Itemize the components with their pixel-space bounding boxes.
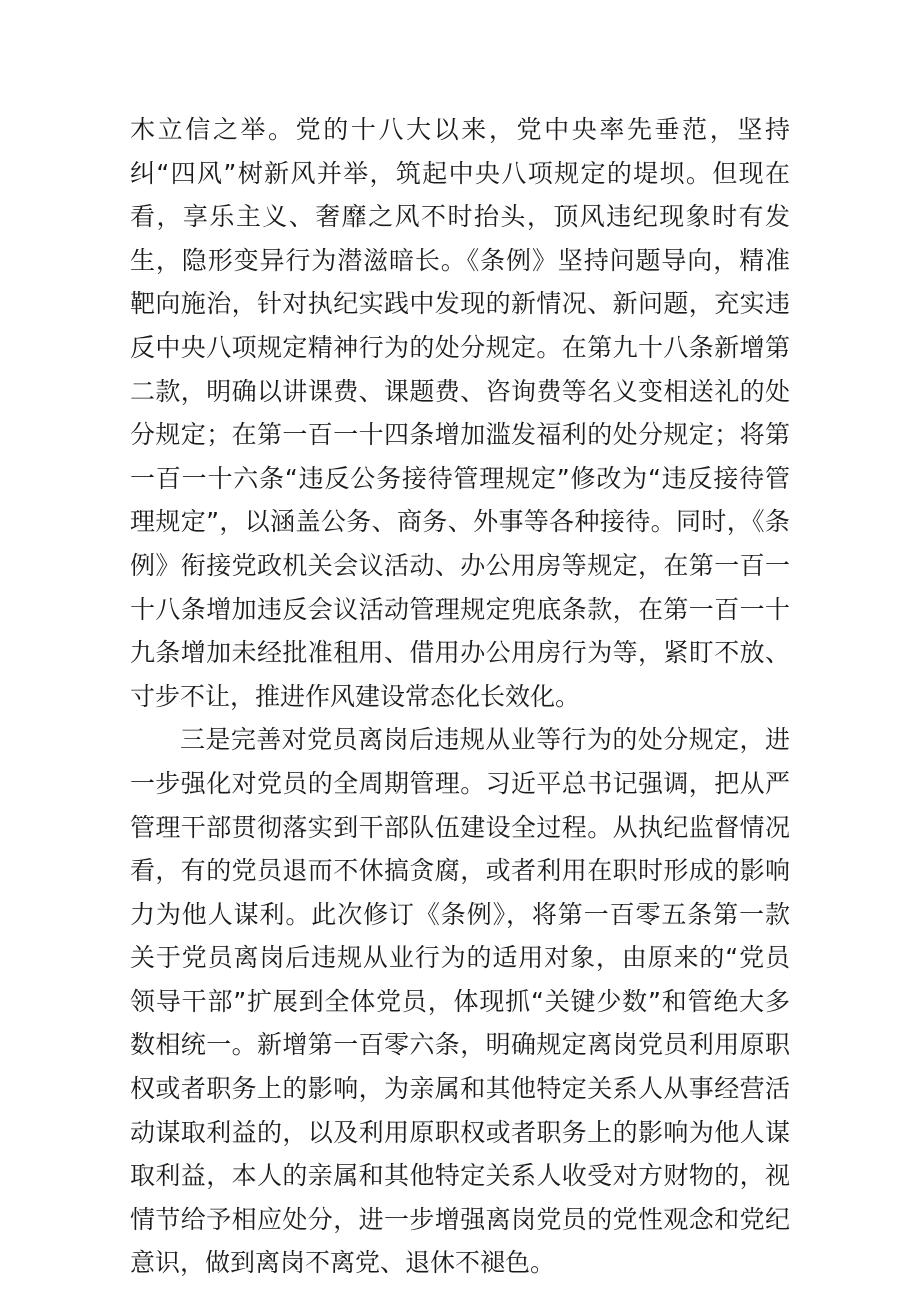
paragraph-2: 三是完善对党员离岗后违规从业等行为的处分规定，进一步强化对党员的全周期管理。习近平总书记强调，把从严管理干部贯彻落实到干部队伍建设全过程。从执纪监督情况看，有的党员退而不休搞贪腐，或者利用在职时形成的影响力为他人谋利。此次修订《条例》，将第一百零五条第一款关于党员离岗后违规从业行为的适用对象，由原来的“党员领导干部”扩展到全体党员，体现抓“关键少数”和管绝大多数相统一。新增第一百零六条，明确规定离岗党员利用原职权或者职务上的影响，为亲属和其他特定关系人从事经营活动谋取利益的，以及利用原职权或者职务上的影响为他人谋取利益，本人的亲属和其他特定关系人收受对方财物的，视情节给予相应处分，进一步增强离岗党员的党性观念和党纪意识，做到离岗不离党、退休不褪色。 <box>130 725 790 1278</box>
document-body <box>130 108 790 1285</box>
paragraph-1: 木立信之举。党的十八大以来，党中央率先垂范，坚持纠“四风”树新风并举，筑起中央八项规定的堤坝。但现在看，享乐主义、奢靡之风不时抬头，顶风违纪现象时有发生，隐形变异行为潜滋暗长。《条例》坚持问题导向，精准靶向施治，针对执纪实践中发现的新情况、新问题，充实违反中央八项规定精神行为的处分规定。在第九十八条新增第二款，明确以讲课费、课题费、咨询费等名义变相送礼的处分规定；在第一百一十四条增加滥发福利的处分规定；将第一百一十六条“违反公务接待管理规定”修改为“违反接待管理规定”，以涵盖公务、商务、外事等各种接待。同时，《条例》衔接党政机关会议活动、办公用房等规定，在第一百一十八条增加违反会议活动管理规定兜底条款，在第一百一十九条增加未经批准租用、借用办公用房行为等，紧盯不放、寸步不让，推进作风建设常态化长效化。 <box>130 115 790 711</box>
